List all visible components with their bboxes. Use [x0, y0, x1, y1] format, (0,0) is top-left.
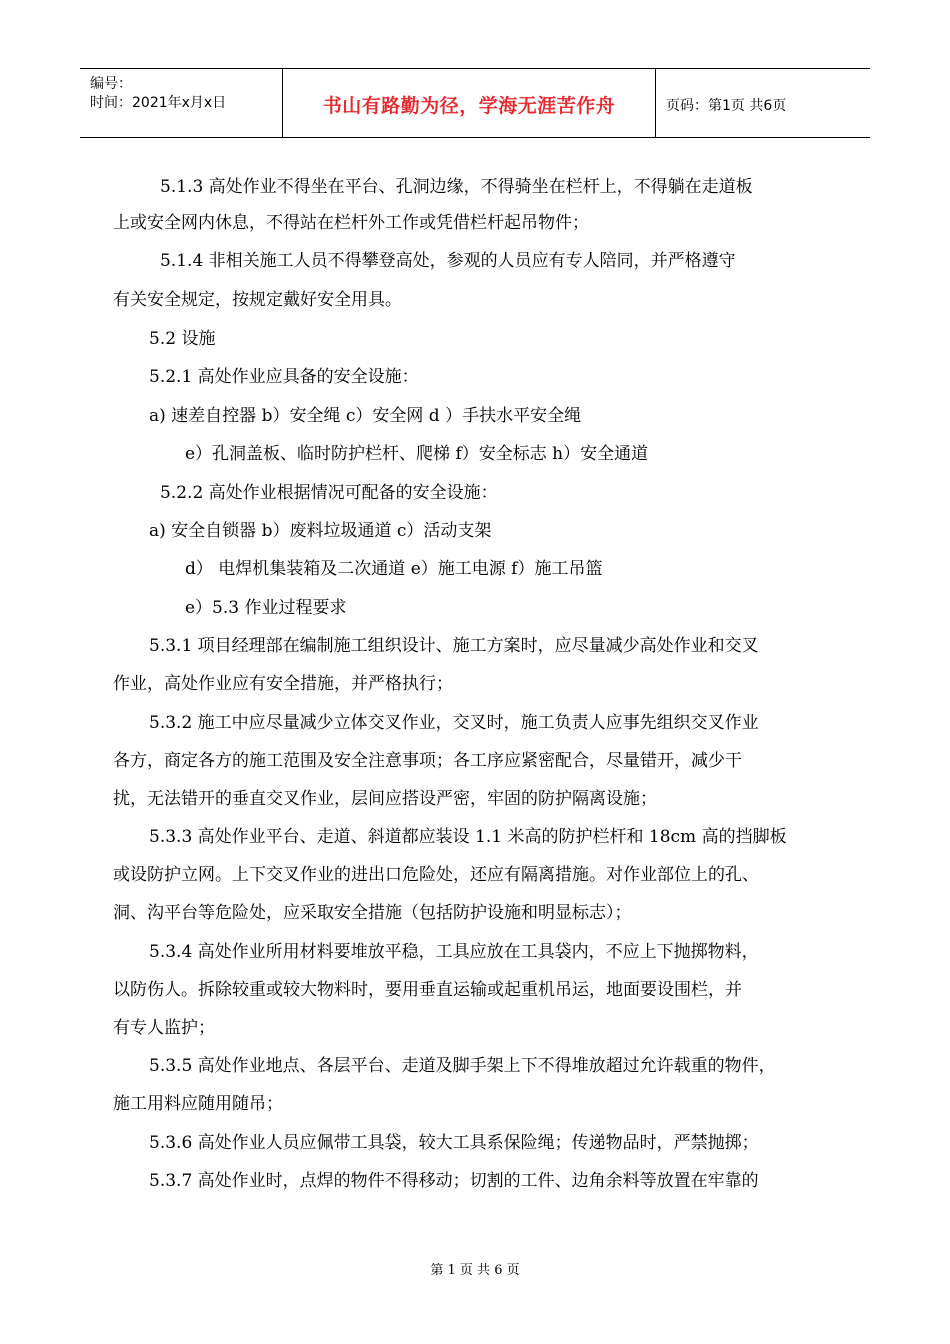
number-label: 编号： [90, 76, 132, 92]
section-heading: e）5.3 作业过程要求 [185, 598, 347, 618]
body-line: 有关安全规定，按规定戴好安全用具。 [113, 290, 402, 310]
body-line: 5.3.7 高处作业时，点焊的物件不得移动；切割的工件、边角余料等放置在牢靠的 [149, 1171, 759, 1191]
time-label: 时间：2021年x月x日 [90, 95, 227, 111]
header-meta-cell [80, 69, 283, 137]
header-page-number: 页码：第1页 共6页 [666, 98, 787, 114]
document-header [80, 68, 870, 138]
list-line: a) 速差自控器 b）安全绳 c）安全网 d ）手扶水平安全绳 [149, 406, 582, 426]
list-line: e）孔洞盖板、临时防护栏杆、爬梯 f）安全标志 h）安全通道 [185, 444, 649, 464]
list-line: a) 安全自锁器 b）废料垃圾通道 c）活动支架 [149, 521, 492, 541]
body-line: 5.3.6 高处作业人员应佩带工具袋，较大工具系保险绳；传递物品时，严禁抛掷； [149, 1133, 759, 1153]
body-line: 扰，无法错开的垂直交叉作业，层间应搭设严密，牢固的防护隔离设施； [113, 789, 657, 809]
list-line: d） 电焊机集装箱及二次通道 e）施工电源 f）施工吊篮 [185, 559, 603, 579]
body-line: 5.1.4 非相关施工人员不得攀登高处，参观的人员应有专人陪同，并严格遵守 [160, 251, 736, 271]
body-line: 各方，商定各方的施工范围及安全注意事项；各工序应紧密配合，尽量错开，减少干 [113, 751, 742, 771]
body-line: 5.3.1 项目经理部在编制施工组织设计、施工方案时，应尽量减少高处作业和交叉 [149, 636, 759, 656]
body-line: 5.3.2 施工中应尽量减少立体交叉作业，交叉时，施工负责人应事先组织交叉作业 [149, 713, 759, 733]
body-line: 5.3.5 高处作业地点、各层平台、走道及脚手架上下不得堆放超过允许载重的物件， [149, 1056, 776, 1076]
body-line: 5.1.3 高处作业不得坐在平台、孔洞边缘，不得骑坐在栏杆上，不得躺在走道板 [160, 177, 753, 197]
body-line: 或设防护立网。上下交叉作业的进出口危险处，还应有隔离措施。对作业部位上的孔、 [113, 865, 759, 885]
header-motto-cell [283, 69, 656, 137]
header-page-cell [656, 69, 870, 137]
body-line: 有专人监护； [113, 1018, 215, 1038]
body-line: 5.2.2 高处作业根据情况可配备的安全设施： [160, 483, 498, 503]
body-line: 5.2.1 高处作业应具备的安全设施： [149, 367, 419, 387]
motto-text: 书山有路勤为径，学海无涯苦作舟 [322, 95, 616, 117]
body-line: 洞、沟平台等危险处，应采取安全措施（包括防护设施和明显标志）； [113, 903, 632, 923]
body-line: 5.3.4 高处作业所用材料要堆放平稳，工具应放在工具袋内，不应上下抛掷物料， [149, 942, 759, 962]
body-line: 施工用料应随用随吊； [113, 1094, 283, 1114]
footer-page-number: 第 1 页 共 6 页 [430, 1263, 520, 1278]
section-heading: 5.2 设施 [149, 329, 216, 349]
body-line: 上或安全网内休息，不得站在栏杆外工作或凭借栏杆起吊物件； [113, 213, 589, 233]
body-line: 作业，高处作业应有安全措施，并严格执行； [113, 674, 453, 694]
body-line: 5.3.3 高处作业平台、走道、斜道都应装设 1.1 米高的防护栏杆和 18cm 高的挡脚板 [149, 827, 787, 847]
body-line: 以防伤人。拆除较重或较大物料时，要用垂直运输或起重机吊运，地面要设围栏，并 [113, 980, 742, 1000]
